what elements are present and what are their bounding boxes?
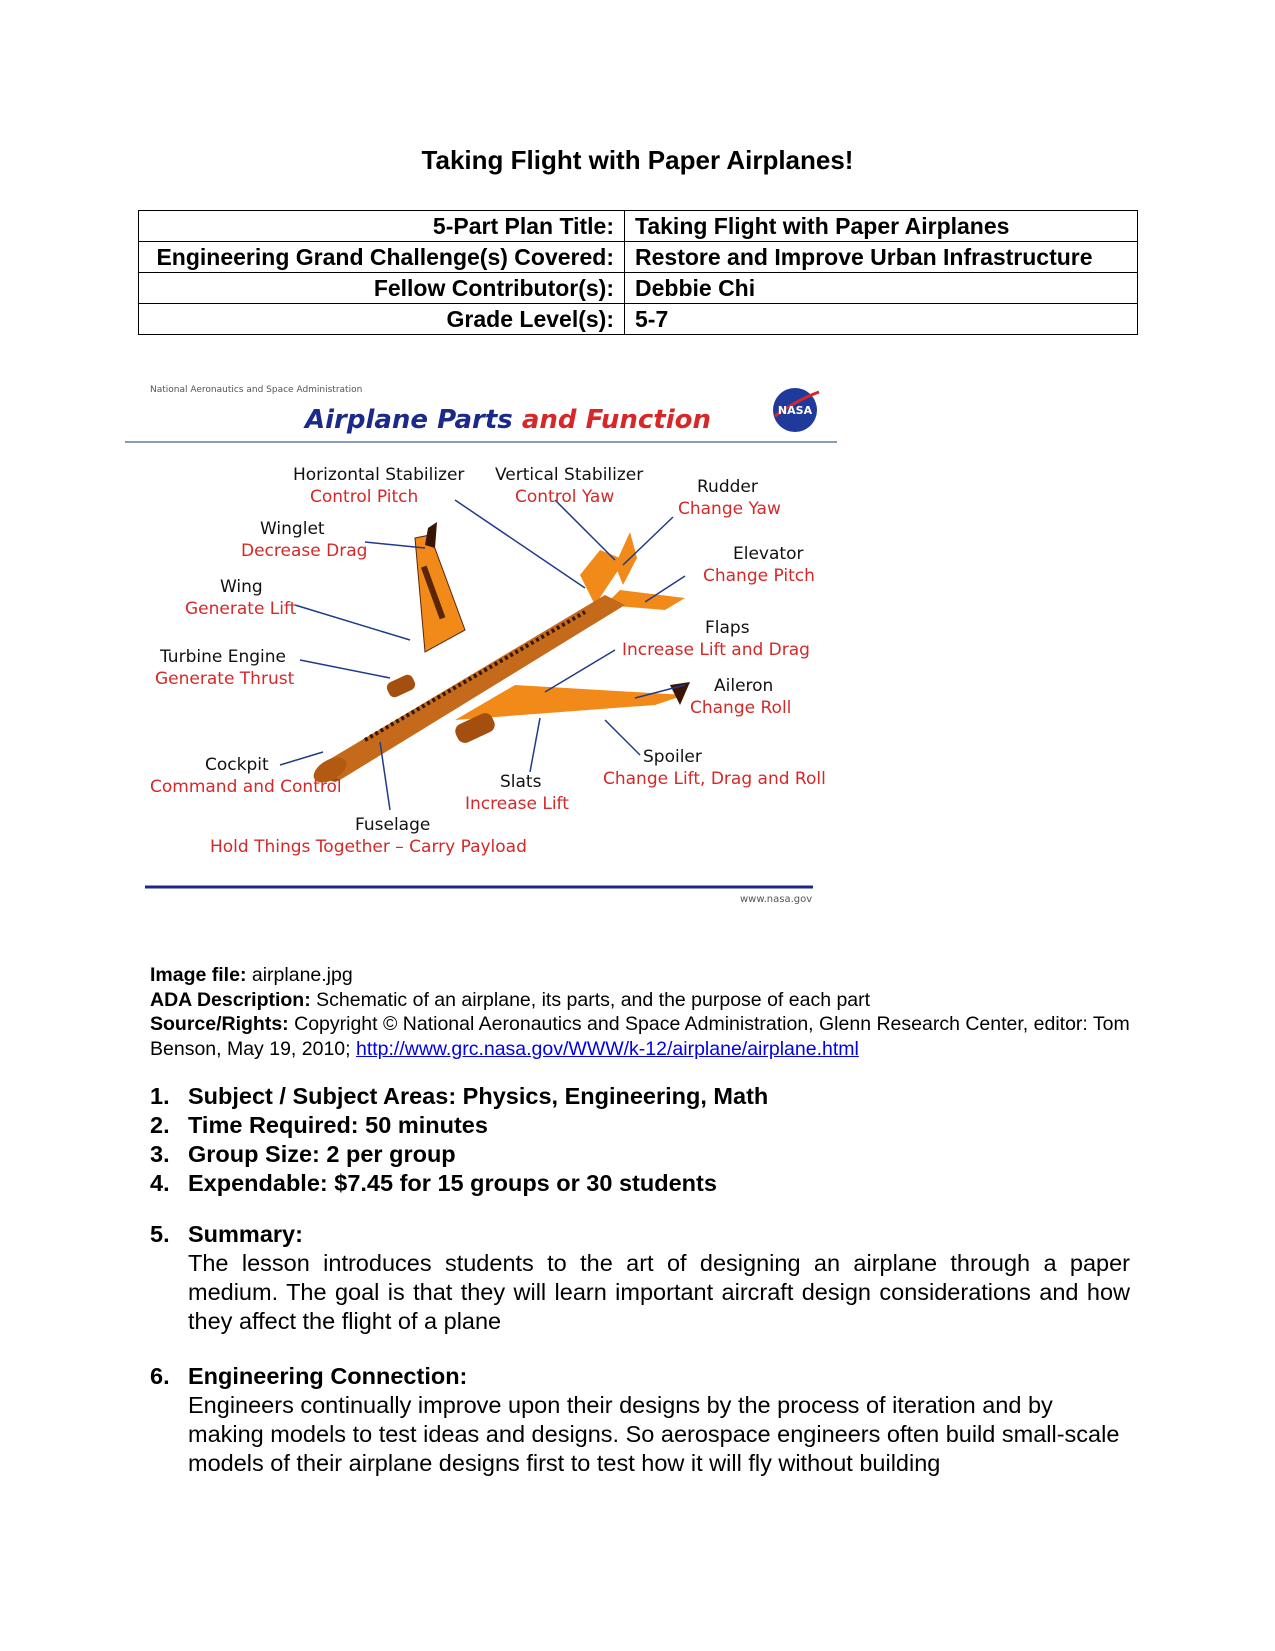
part-label-wing: Wing xyxy=(220,577,263,597)
table-row xyxy=(139,273,1138,304)
part-label-vertical-stabilizer: Vertical Stabilizer xyxy=(495,465,644,485)
table-key: 5-Part Plan Title: xyxy=(139,211,625,242)
nasa-logo xyxy=(773,388,819,432)
source-rights: Copyright © National Aeronautics and Space Administration, Glenn Research Center, editor: Tom Benson, May 19, 2010; xyxy=(150,1013,1130,1060)
table-row xyxy=(139,304,1138,335)
table-value: Restore and Improve Urban Infrastructure xyxy=(625,242,1138,273)
part-func-slats: Increase Lift xyxy=(465,794,569,814)
part-func-aileron: Change Roll xyxy=(690,698,792,718)
plan-info-table xyxy=(138,210,1138,335)
caption-label: Image file: xyxy=(150,964,247,986)
svg-text:Airplane Parts and Funct xyxy=(303,405,711,435)
part-func-spoiler: Change Lift, Drag and Roll xyxy=(603,769,826,789)
airplane-diagram xyxy=(125,385,885,960)
part-label-spoiler: Spoiler xyxy=(643,747,702,767)
part-label-cockpit: Cockpit xyxy=(205,755,269,775)
list-item: 3. Group Size: 2 per group xyxy=(150,1141,456,1167)
figure-footer-url: www.nasa.gov xyxy=(740,894,813,905)
part-func-turbine-engine: Generate Thrust xyxy=(155,669,295,689)
caption-label: ADA Description: xyxy=(150,988,311,1011)
part-func-wing: Generate Lift xyxy=(185,599,297,619)
part-label-horizontal-stabilizer: Horizontal Stabilizer xyxy=(293,465,465,485)
agency-text: National Aeronautics and Space Administration xyxy=(150,385,363,395)
engineering-text: Engineers continually improve upon their designs by the process of iteration and by making models to test ideas and designs. So aerospace engineers often build small-scale models of their airplane designs first to test how it will fly without building xyxy=(188,1392,1120,1476)
airplane-parts-figure xyxy=(125,385,885,960)
summary-text: The lesson introduces students to the art of designing an airplane through a paper medium. The goal is that they will learn important aircraft design considerations and how they affect the flight of a plane xyxy=(188,1250,1130,1334)
figure-heading-a: Airplane Parts xyxy=(305,405,513,435)
part-func-cockpit: Command and Control xyxy=(150,777,342,797)
svg-text:NASA: NASA xyxy=(777,404,813,417)
table-key: Engineering Grand Challenge(s) Covered: xyxy=(139,242,625,273)
image-file-name: airplane.jpg xyxy=(251,964,353,986)
part-func-fuselage: Hold Things Together – Carry Payload xyxy=(210,837,527,857)
part-label-winglet: Winglet xyxy=(260,519,325,539)
list-item: 4. Expendable: $7.45 for 15 groups or 30 students xyxy=(150,1170,717,1196)
part-func-flaps: Increase Lift and Drag xyxy=(622,640,810,660)
summary-section xyxy=(150,1220,1130,1336)
page-title: Taking Flight with Paper Airplanes! xyxy=(421,145,854,175)
part-func-rudder: Change Yaw xyxy=(678,499,781,519)
ada-description: Schematic of an airplane, its parts, and the purpose of each part xyxy=(316,988,871,1011)
part-func-winglet: Decrease Drag xyxy=(241,541,368,561)
lesson-facts-list xyxy=(150,1082,1130,1198)
section-heading: 6. Engineering Connection: xyxy=(150,1363,468,1389)
caption-label: Source/Rights: xyxy=(150,1013,289,1035)
engineering-connection-section xyxy=(150,1362,1130,1478)
list-item: 1. Subject / Subject Areas: Physics, Engineering, Math xyxy=(150,1083,769,1109)
part-func-elevator: Change Pitch xyxy=(703,566,815,586)
table-key: Fellow Contributor(s): xyxy=(139,273,625,304)
image-caption xyxy=(150,963,1150,1061)
part-func-horizontal-stabilizer: Control Pitch xyxy=(310,487,419,507)
table-value: Debbie Chi xyxy=(625,273,1138,304)
part-label-rudder: Rudder xyxy=(697,477,758,497)
source-link[interactable]: http://www.grc.nasa.gov/WWW/k-12/airplane/airplane.html xyxy=(355,1037,859,1060)
part-label-turbine-engine: Turbine Engine xyxy=(160,647,286,667)
table-row xyxy=(139,242,1138,273)
table-value: 5-7 xyxy=(625,304,1138,335)
part-label-fuselage: Fuselage xyxy=(355,815,431,835)
part-label-flaps: Flaps xyxy=(705,618,750,638)
table-value: Taking Flight with Paper Airplanes xyxy=(625,211,1138,242)
table-key: Grade Level(s): xyxy=(139,304,625,335)
list-item: 2. Time Required: 50 minutes xyxy=(150,1112,488,1138)
table-row xyxy=(139,211,1138,242)
figure-heading-b: and Function xyxy=(521,405,711,435)
part-func-vertical-stabilizer: Control Yaw xyxy=(515,487,615,507)
part-label-aileron: Aileron xyxy=(714,676,774,696)
part-label-slats: Slats xyxy=(500,772,542,792)
part-label-elevator: Elevator xyxy=(733,544,804,564)
section-heading: 5. Summary: xyxy=(150,1221,303,1247)
